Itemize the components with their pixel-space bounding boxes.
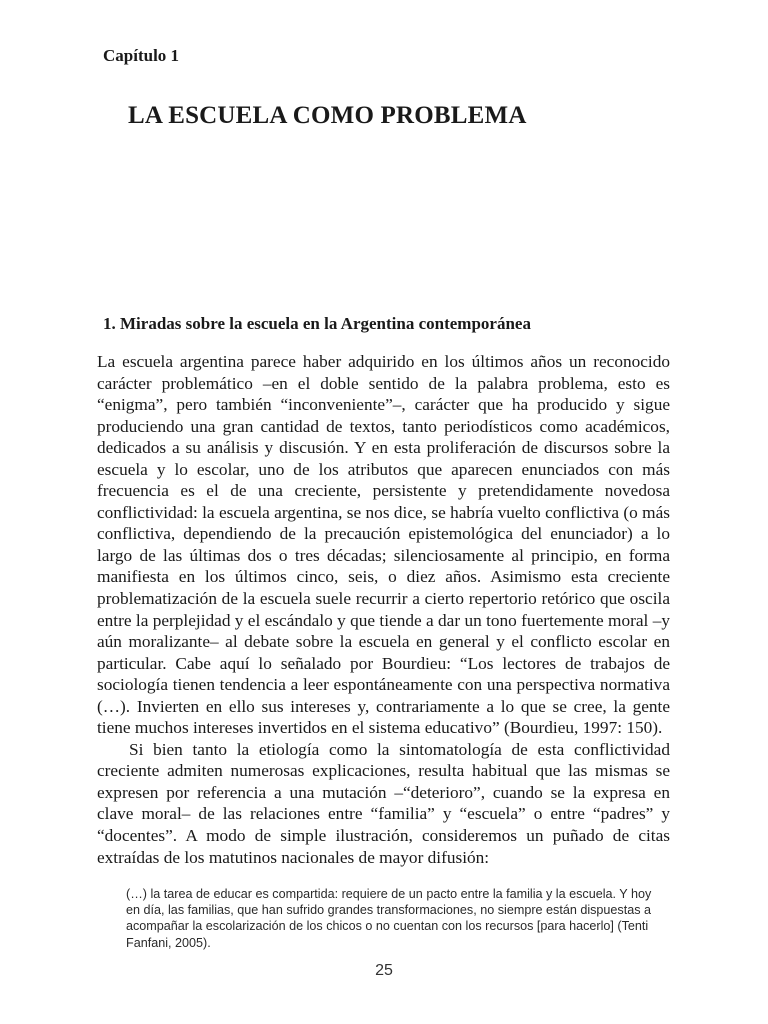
body-paragraph: La escuela argentina parece haber adquirido en los últimos años un reconocido carácter problemático –en el doble sentido de la palabra problema, esto es “enigma”, pero también “inconveniente”–, carácter que ha producido y sigue produciendo una gran cantidad de textos, tanto periodísticos como académicos, dedicados a su análisis y discusión. Y en esta proliferación de discursos sobre la escuela y lo escolar, uno de los atributos que aparecen enunciados con más frecuencia es el de una creciente, persistente y pretendidamente novedosa conflictividad: la escuela argentina, se nos dice, se habría vuelto conflictiva (o más conflictiva, dependiendo de la precaución epistemológica del enunciador) a lo largo de las últimas dos o tres décadas; silenciosamente al principio, en forma manifiesta en los últimos cinco, seis, o diez años. Asimismo esta creciente problematización de la escuela suele recurrir a cierto repertorio retórico que oscila entre la perplejidad y el escándalo y que tiende a dar un tono fuertemente moral –y aún moralizante– al debate sobre la escuela en general y el conflicto escolar en particular. Cabe aquí lo señalado por Bourdieu: “Los lectores de trabajos de sociología tienen tendencia a leer espontáneamente con una perspectiva normativa (…). Invierten en ello sus intereses y, contrariamente a lo que se cree, la gente tiene muchos intereses invertidos en el sistema educativo” (Bourdieu, 1997: 150).	[97, 352, 670, 738]
chapter-title: LA ESCUELA COMO PROBLEMA	[128, 102, 527, 129]
chapter-label: Capítulo 1	[103, 46, 180, 65]
block-quote: (…) la tarea de educar es compartida: requiere de un pacto entre la familia y la escuela. Y hoy en día, las familias, que han sufrido grandes transformaciones, no siempre están dispuestas a acompañar la escolarización de los chicos o no cuentan con los recursos [para hacerlo] (Tenti Fanfani, 2005).	[126, 887, 652, 950]
section-heading: 1. Miradas sobre la escuela en la Argentina contemporánea	[103, 314, 531, 333]
body-paragraph: Si bien tanto la etiología como la sintomatología de esta conflictividad creciente admiten numerosas explicaciones, resulta habitual que las mismas se expresen por referencia a una mutación –“deterioro”, cuando se la expresa en clave moral– de las relaciones entre “familia” y “escuela” o entre “padres” y “docentes”. A modo de simple ilustración, consideremos un puñado de citas extraídas de los matutinos nacionales de mayor difusión:	[97, 739, 670, 867]
page-number: 25	[375, 962, 393, 979]
body-text	[97, 351, 670, 868]
